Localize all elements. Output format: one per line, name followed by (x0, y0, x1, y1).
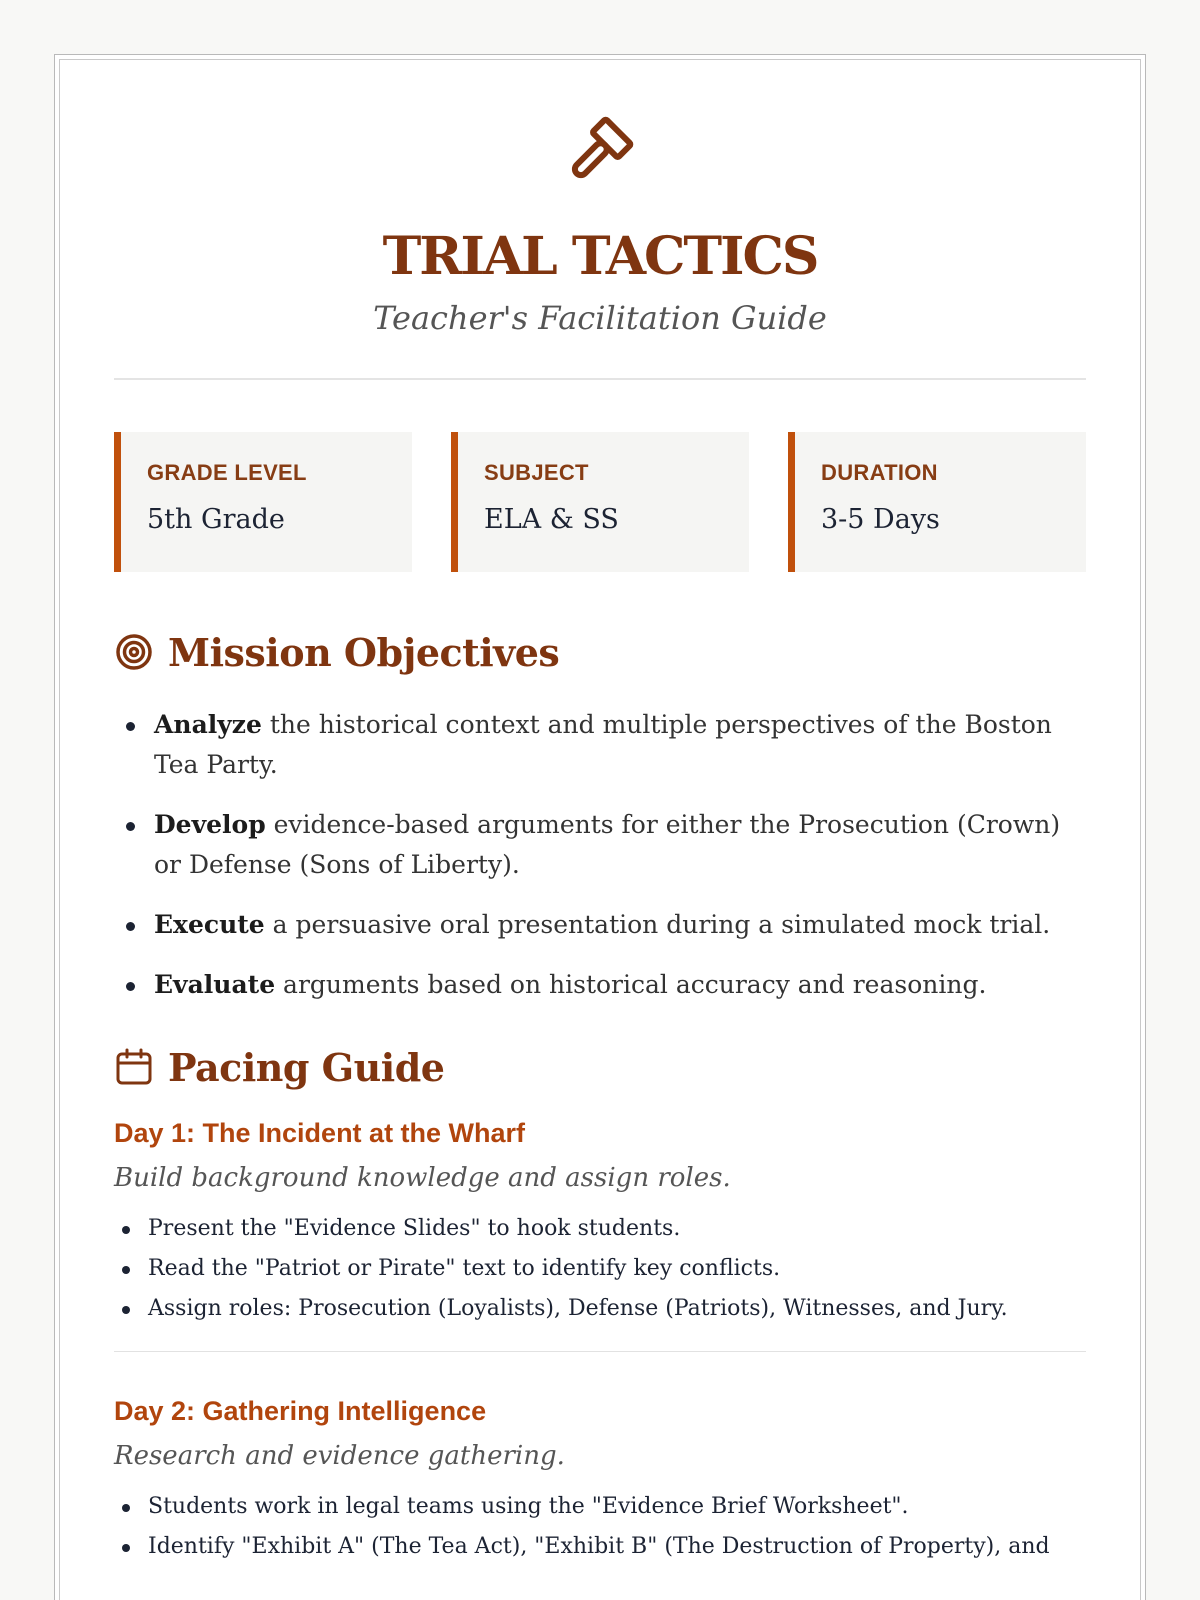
gavel-icon (560, 114, 640, 194)
day-divider (114, 1351, 1086, 1352)
pacing-day-2 (114, 1396, 1086, 1567)
list-item (114, 805, 1086, 885)
page-frame (54, 54, 1146, 1600)
objective-verb: Analyze (154, 709, 262, 739)
info-cards (114, 432, 1086, 572)
page-content (59, 59, 1141, 1600)
pacing-day-1 (114, 1118, 1086, 1352)
target-icon (114, 632, 154, 672)
pacing-title: Pacing Guide (168, 1044, 445, 1090)
list-item (114, 965, 1086, 1005)
objective-verb: Develop (154, 809, 266, 839)
objectives-title: Mission Objectives (168, 629, 560, 675)
day-task-list (114, 1209, 1086, 1329)
page-subtitle: Teacher's Facilitation Guide (373, 299, 827, 338)
info-card-value: 5th Grade (147, 503, 285, 535)
objective-text: a persuasive oral presentation during a simulated mock trial. (264, 909, 1051, 939)
day-task-list (114, 1487, 1086, 1567)
header (114, 60, 1086, 380)
info-card-value: 3-5 Days (821, 503, 940, 535)
list-item: Read the "Patriot or Pirate" text to identify key conflicts. (114, 1249, 1086, 1289)
objective-verb: Evaluate (154, 969, 276, 999)
calendar-icon (114, 1047, 154, 1087)
day-title: Day 1: The Incident at the Wharf (114, 1117, 526, 1148)
objective-verb: Execute (154, 909, 265, 939)
list-item: Present the "Evidence Slides" to hook students. (114, 1209, 1086, 1249)
objective-text: arguments based on historical accuracy and reasoning. (275, 969, 987, 999)
day-title: Day 2: Gathering Intelligence (114, 1395, 487, 1426)
info-card-duration (788, 432, 1086, 572)
list-item (114, 705, 1086, 785)
list-item: Students work in legal teams using the "Evidence Brief Worksheet". (114, 1487, 1086, 1527)
objectives-heading (114, 630, 1086, 675)
page-title: TRIAL TACTICS (382, 226, 818, 287)
day-goal: Research and evidence gathering. (114, 1440, 565, 1471)
info-card-label: DURATION (821, 459, 938, 485)
info-card-grade (114, 432, 412, 572)
info-card-subject (451, 432, 749, 572)
day-goal: Build background knowledge and assign roles. (114, 1162, 731, 1193)
info-card-label: GRADE LEVEL (147, 459, 307, 485)
header-divider (114, 378, 1086, 380)
list-item (114, 905, 1086, 945)
info-card-label: SUBJECT (484, 459, 589, 485)
list-item: Assign roles: Prosecution (Loyalists), Defense (Patriots), Witnesses, and Jury. (114, 1289, 1086, 1329)
objective-text: the historical context and multiple perspectives of the Boston Tea Party. (154, 709, 1052, 779)
info-card-value: ELA & SS (484, 503, 619, 535)
pacing-heading (114, 1045, 1086, 1090)
objectives-list (114, 705, 1086, 1005)
list-item: Identify "Exhibit A" (The Tea Act), "Exhibit B" (The Destruction of Property), and (114, 1527, 1086, 1567)
objective-text: evidence-based arguments for either the Prosecution (Crown) or Defense (Sons of Liberty). (154, 809, 1061, 879)
